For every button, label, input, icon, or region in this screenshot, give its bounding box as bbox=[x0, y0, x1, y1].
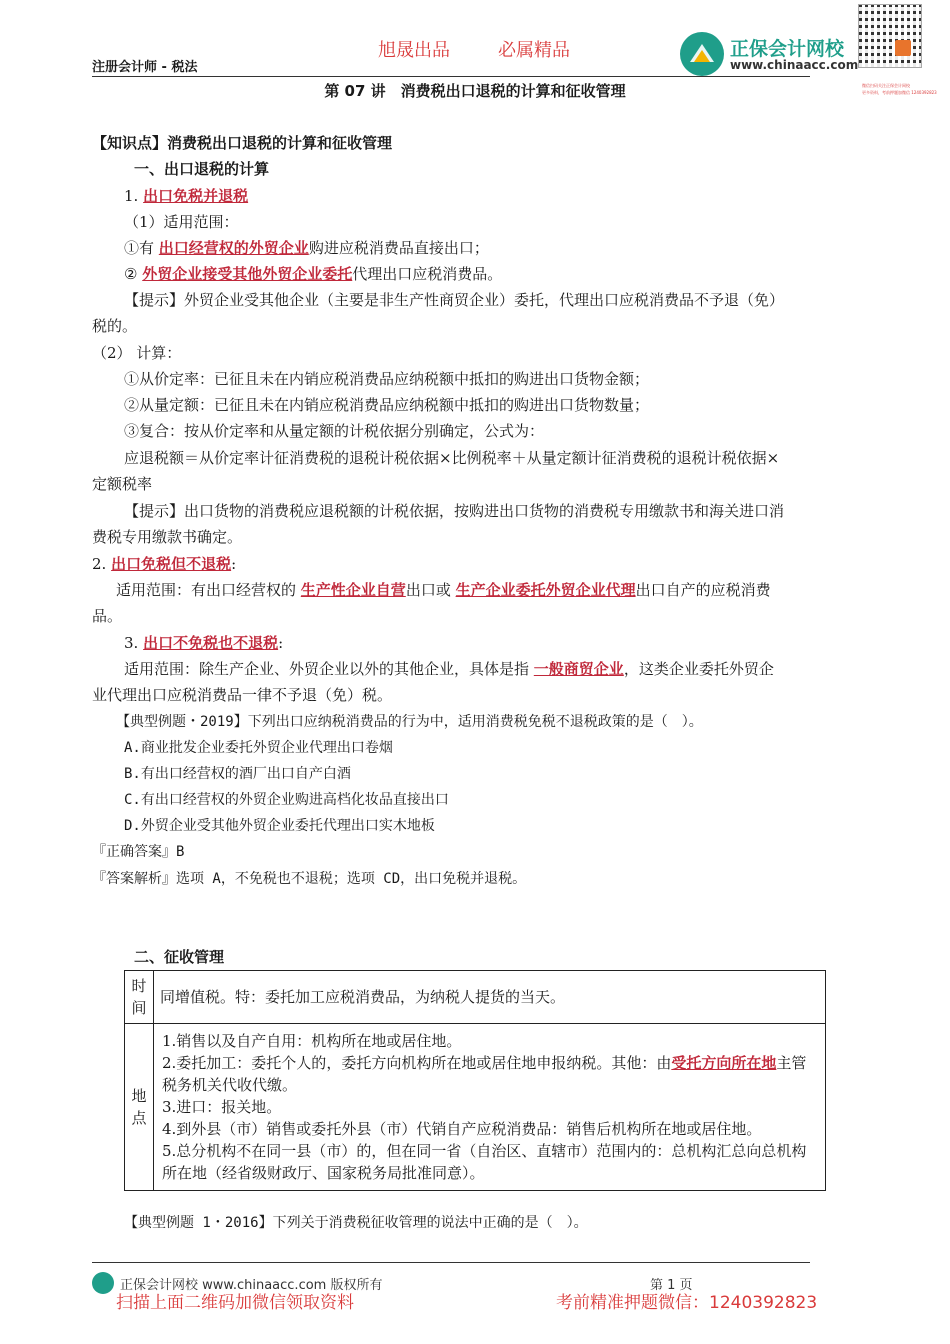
place-item-3: 3.进口：报关地。 bbox=[162, 1098, 282, 1116]
qr-code-icon bbox=[858, 4, 922, 68]
brand-right: 必属精品 bbox=[498, 40, 570, 61]
logo-icon bbox=[680, 32, 724, 76]
point-1-a bbox=[124, 237, 489, 259]
calc-item-3: ③复合：按从价定率和从量定额的计税依据分别确定，公式为： bbox=[124, 422, 545, 440]
point-1-b-pre: ② bbox=[124, 265, 138, 283]
row-value-place bbox=[154, 1024, 826, 1191]
point-1-num: 1. bbox=[124, 187, 139, 205]
footer-rule bbox=[92, 1262, 810, 1263]
calc-item-2: ②从量定额：已征且未在内销应税消费品应纳税额中抵扣的购进出口货物数量； bbox=[124, 396, 650, 414]
point-1-title: 出口免税并退税 bbox=[143, 187, 249, 205]
example-1-option-c: C.有出口经营权的外贸企业购进高档化妆品直接出口 bbox=[124, 792, 449, 808]
footer-logo-icon bbox=[92, 1272, 114, 1294]
calc-item-1: ①从价定率：已征且未在内销应税消费品应纳税额中抵扣的购进出口货物金额； bbox=[124, 370, 650, 388]
point-3-title: 出口不免税也不退税 bbox=[143, 634, 279, 652]
place-item-5: 5.总分机构不在同一县（市）的，但在同一省（自治区、直辖市）范围内的：总机构汇总向总机构所在地（经省级财政厅、国家税务局批准同意）。 bbox=[162, 1142, 807, 1182]
logo-name: 正保会计网校 bbox=[730, 38, 845, 60]
example-1-option-d: D.外贸企业受其他外贸企业委托代理出口实木地板 bbox=[124, 818, 435, 834]
point-2-pre: 适用范围：有出口经营权的 bbox=[116, 581, 297, 599]
point-3-em: 一般商贸企业 bbox=[533, 660, 624, 678]
point-1-scope: （1）适用范围： bbox=[124, 213, 239, 231]
point-1-a-post: 购进应税消费品直接出口； bbox=[308, 239, 489, 257]
tip-1-line-1: 【提示】外贸企业受其他企业（主要是非生产性商贸企业）委托，代理出口应税消费品不予退（免） bbox=[124, 291, 785, 309]
example-1-answer: 『正确答案』B bbox=[92, 844, 185, 860]
place-item-2-em: 受托方向所在地 bbox=[671, 1054, 777, 1072]
point-2-scope bbox=[116, 579, 771, 601]
point-2-line-2: 品。 bbox=[92, 607, 123, 625]
point-1-b-em: 外贸企业接受其他外贸企业委托 bbox=[142, 265, 353, 283]
point-3-colon: : bbox=[278, 634, 284, 652]
header-rule bbox=[92, 76, 810, 77]
point-3-post: ，这类企业委托外贸企 bbox=[623, 660, 774, 678]
row-key-time: 时间 bbox=[125, 971, 154, 1024]
calc-heading: （2） 计算： bbox=[92, 344, 182, 362]
place-item-2-pre: 2.委托加工：委托个人的，委托方向机构所在地或居住地申报纳税。其他：由 bbox=[162, 1054, 672, 1072]
point-1-a-pre: ①有 bbox=[124, 239, 155, 257]
example-1-option-b: B.有出口经营权的酒厂出口自产白酒 bbox=[124, 766, 351, 782]
table-row bbox=[125, 1024, 826, 1191]
section-1-title: 一、出口退税的计算 bbox=[134, 160, 270, 178]
point-2-em-2: 生产企业委托外贸企业代理 bbox=[455, 581, 636, 599]
point-3-num: 3. bbox=[124, 634, 139, 652]
place-item-2 bbox=[162, 1052, 817, 1096]
course-name: 注册会计师 - 税法 bbox=[92, 60, 198, 75]
footer-promo-right: 考前精准押题微信：1240392823 bbox=[556, 1293, 818, 1313]
formula-line-1: 应退税额＝从价定率计征消费税的退税计税依据×比例税率＋从量定额计征消费税的退税计税依据× bbox=[124, 449, 780, 467]
logo-url: www.chinaacc.com bbox=[730, 58, 859, 72]
example-1-option-a: A.商业批发企业委托外贸企业代理出口卷烟 bbox=[124, 740, 393, 756]
qr-note-2: 更多资料，考前押题加微信 1240392823 bbox=[862, 90, 937, 95]
point-3-scope bbox=[124, 658, 774, 680]
footer-copyright: 正保会计网校 www.chinaacc.com 版权所有 bbox=[120, 1278, 383, 1293]
point-1-a-em: 出口经营权的外贸企业 bbox=[158, 239, 309, 257]
place-item-2-post: 主管税务机关代收代缴。 bbox=[162, 1054, 807, 1094]
tip-2-line-2: 费税专用缴款书确定。 bbox=[92, 528, 243, 546]
page-title: 第 07 讲 消费税出口退税的计算和征收管理 bbox=[324, 82, 626, 100]
tip-1-line-2: 税的。 bbox=[92, 317, 138, 335]
point-2-colon: : bbox=[231, 555, 237, 573]
row-key-place: 地点 bbox=[125, 1024, 154, 1191]
example-2-question: 【典型例题 1・2016】下列关于消费税征收管理的说法中正确的是（ ）。 bbox=[124, 1215, 588, 1231]
qr-note-1: 微信扫码关注正保会计网校 bbox=[862, 83, 910, 88]
point-2-title: 出口免税但不退税 bbox=[111, 555, 232, 573]
tip-2-line-1: 【提示】出口货物的消费税应退税额的计税依据，按购进出口货物的消费税专用缴款书和海关进口消 bbox=[124, 502, 785, 520]
footer-promo-left: 扫描上面二维码加微信领取资料 bbox=[116, 1293, 354, 1313]
table-row bbox=[125, 971, 826, 1024]
row-value-time: 同增值税。特：委托加工应税消费品，为纳税人提货的当天。 bbox=[154, 971, 826, 1024]
place-item-1: 1.销售以及自产自用：机构所在地或居住地。 bbox=[162, 1032, 462, 1050]
point-3 bbox=[124, 632, 283, 654]
point-2-post: 出口自产的应税消费 bbox=[635, 581, 771, 599]
point-2-num: 2. bbox=[92, 555, 107, 573]
collection-table bbox=[124, 970, 826, 1191]
point-3-pre: 适用范围：除生产企业、外贸企业以外的其他企业，具体是指 bbox=[124, 660, 530, 678]
point-1-b-post: 代理出口应税消费品。 bbox=[352, 265, 503, 283]
point-2 bbox=[92, 553, 236, 575]
point-1 bbox=[124, 185, 248, 207]
footer-page: 第 1 页 bbox=[650, 1278, 693, 1293]
point-1-b bbox=[124, 263, 502, 285]
place-item-4: 4.到外县（市）销售或委托外县（市）代销自产应税消费品：销售后机构所在地或居住地。 bbox=[162, 1120, 762, 1138]
example-1-question: 【典型例题・2019】下列出口应纳税消费品的行为中，适用消费税免税不退税政策的是（ ）。 bbox=[116, 714, 703, 730]
point-2-em-1: 生产性企业自营 bbox=[300, 581, 406, 599]
formula-line-2: 定额税率 bbox=[92, 475, 153, 493]
section-2-title: 二、征收管理 bbox=[134, 948, 225, 966]
section-heading: 【知识点】消费税出口退税的计算和征收管理 bbox=[92, 134, 393, 152]
qr-badge-icon bbox=[895, 40, 911, 56]
point-2-mid: 出口或 bbox=[405, 581, 451, 599]
example-1-analysis: 『答案解析』选项 A，不免税也不退税；选项 CD，出口免税并退税。 bbox=[92, 871, 527, 887]
point-3-line-2: 业代理出口应税消费品一律不予退（免）税。 bbox=[92, 686, 393, 704]
logo-mark-icon bbox=[680, 32, 724, 76]
brand-left: 旭晟出品 bbox=[378, 40, 450, 61]
